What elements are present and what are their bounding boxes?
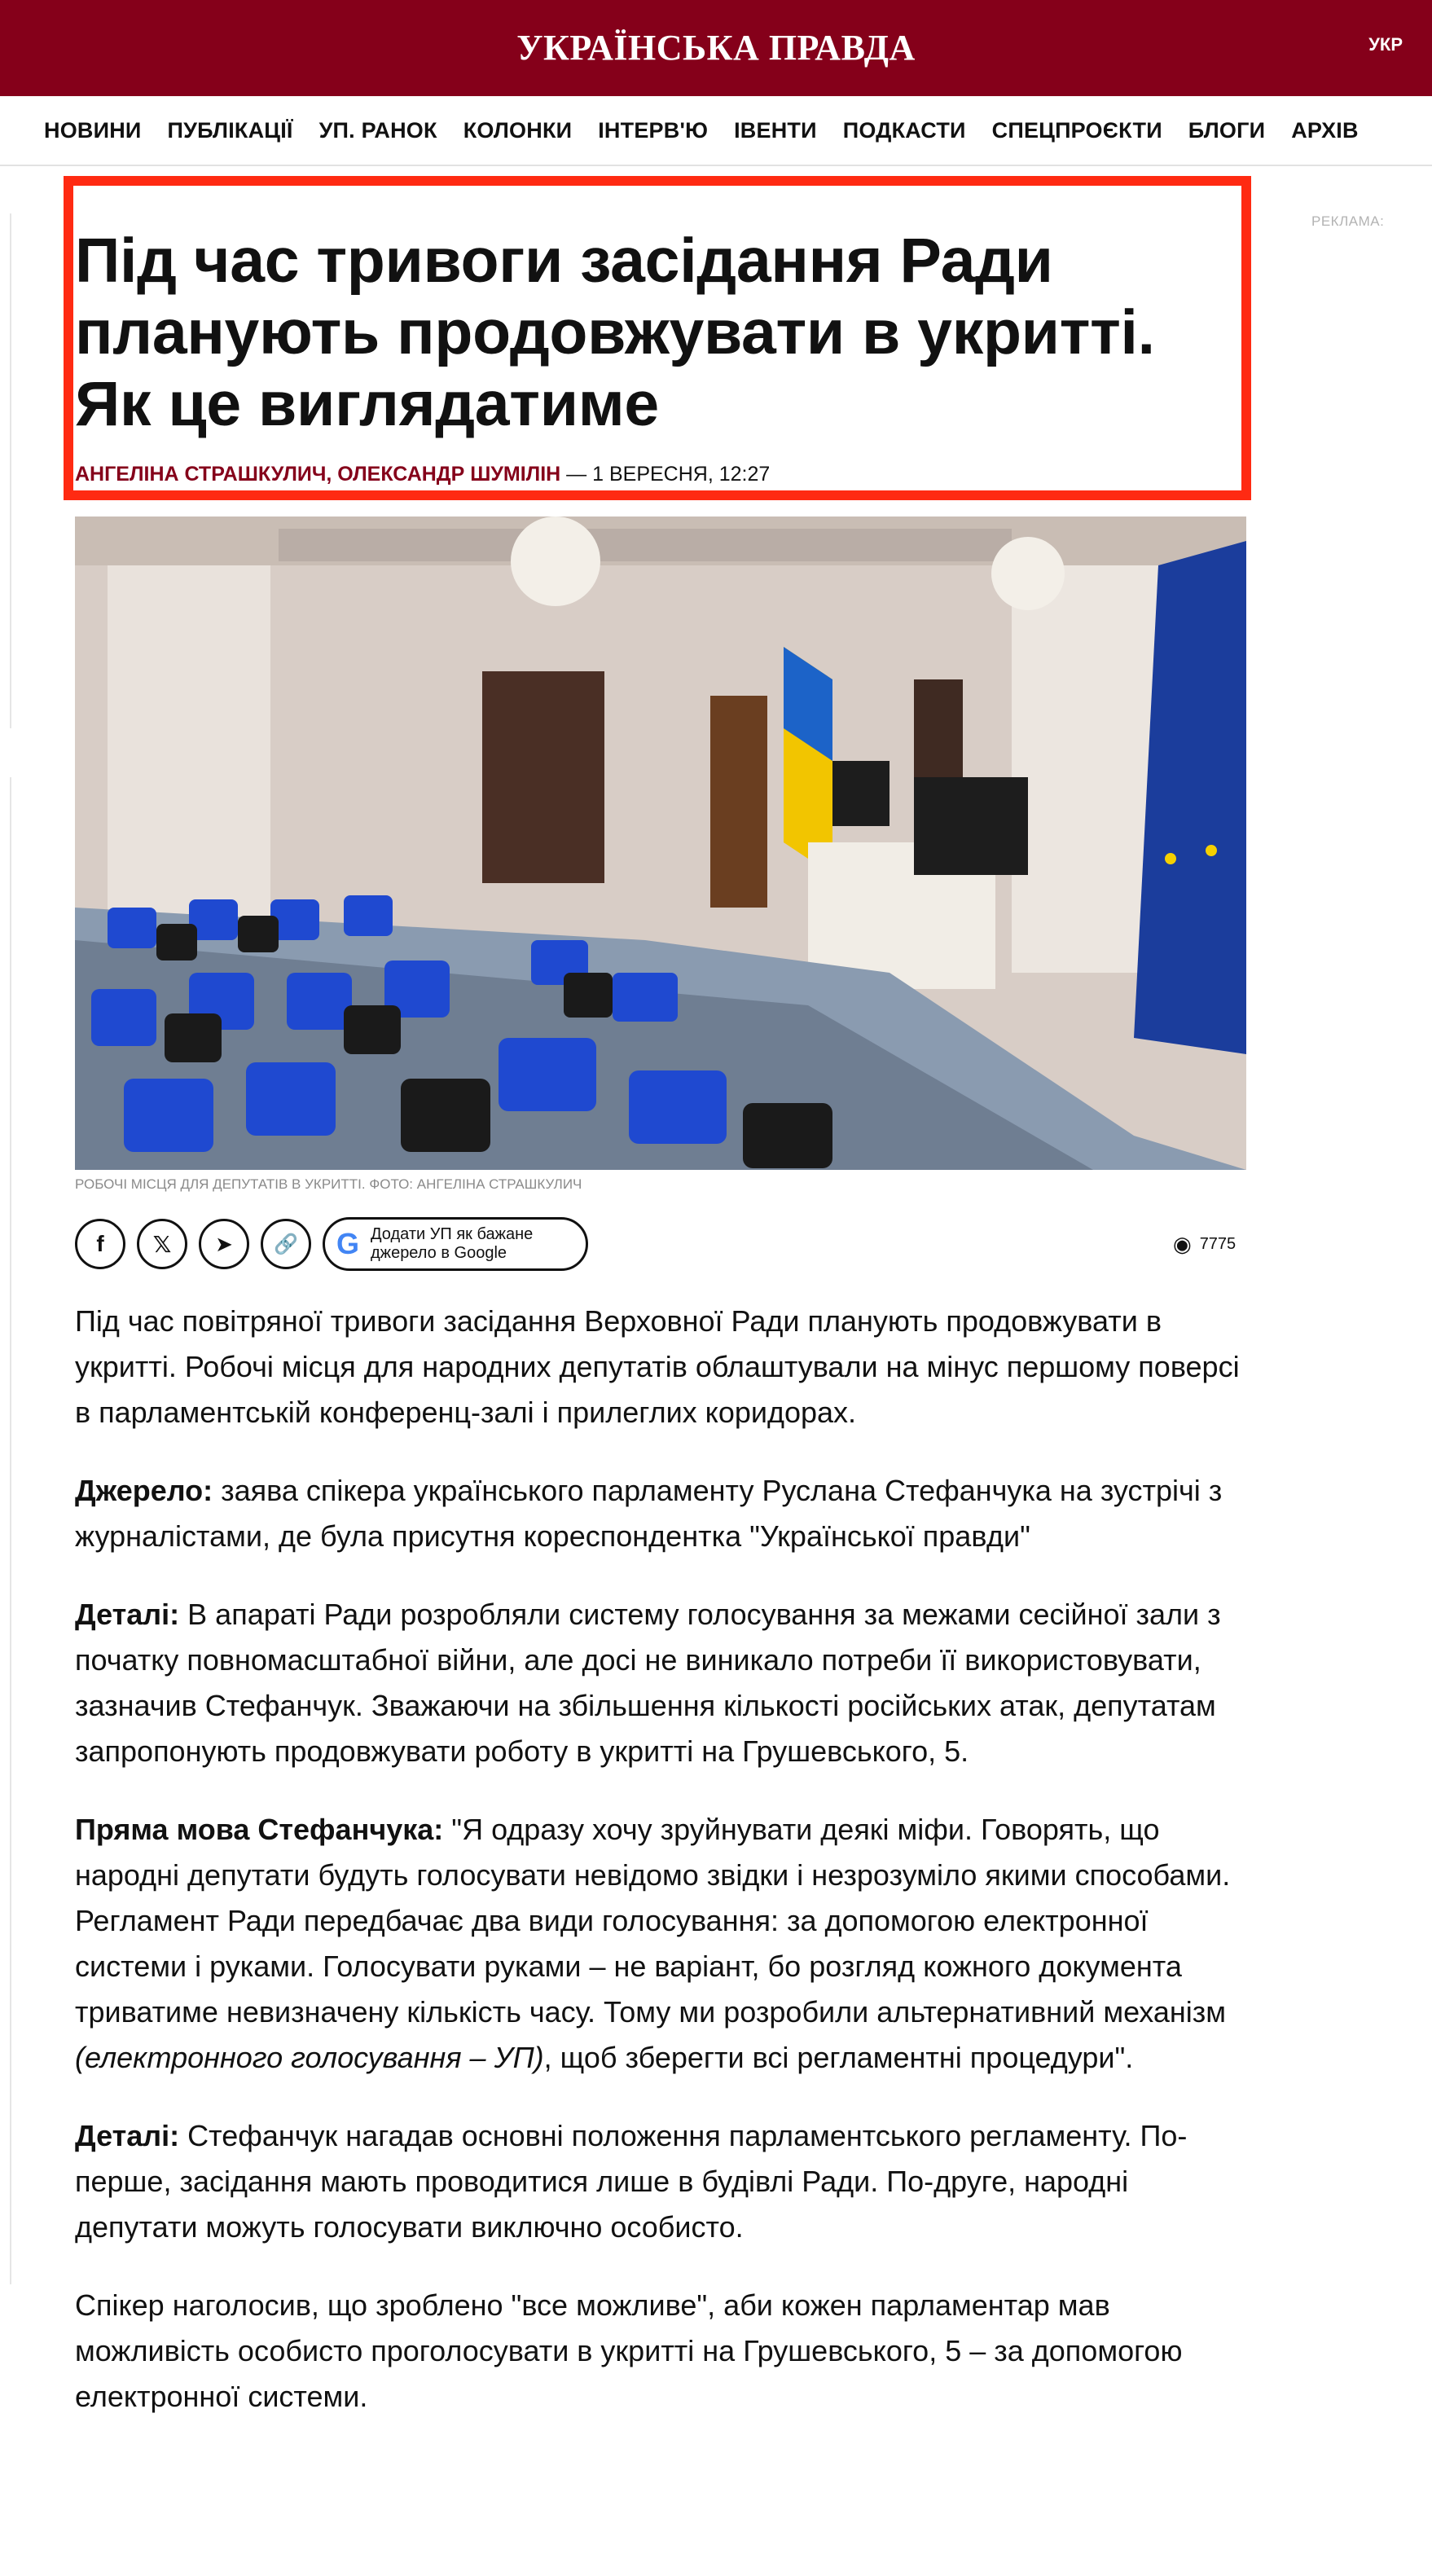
- nav-item-events[interactable]: ІВЕНТИ: [734, 117, 817, 143]
- nav-item-columns[interactable]: КОЛОНКИ: [463, 117, 573, 143]
- photo-illustration: [75, 517, 1246, 1170]
- article-paragraph: Деталі: Стефанчук нагадав основні положення парламентського регламенту. По-перше, засідання мають проводитися лише в будівлі Ради. По-друге, народні депутати можуть голосувати виключно особисто.: [75, 2119, 1188, 2244]
- site-header: [0, 0, 1432, 96]
- nav-item-interview[interactable]: ІНТЕРВ'Ю: [598, 117, 709, 143]
- nav-item-specprojects[interactable]: СПЕЦПРОЄКТИ: [991, 117, 1162, 143]
- left-sidebar-edge-lower: [0, 777, 11, 2284]
- nav-item-blogs[interactable]: БЛОГИ: [1188, 117, 1266, 143]
- telegram-icon: ➤: [215, 1231, 233, 1256]
- google-icon: G: [336, 1227, 360, 1260]
- nav-item-podcasts[interactable]: ПОДКАСТИ: [842, 117, 966, 143]
- paragraph-italic: (електронного голосування – УП): [75, 2041, 544, 2074]
- views-counter: [1173, 1232, 1236, 1257]
- ad-label: РЕКЛАМА:: [1311, 213, 1385, 229]
- share-x-button[interactable]: [137, 1219, 187, 1269]
- article-byline: [75, 463, 770, 486]
- article-paragraph: Під час повітряної тривоги засідання Верховної Ради планують продовжувати в укритті. Робочі місця для народних депутатів облаштували на мінус першому поверсі в парламентській конференц-залі і прилеглих коридорах.: [75, 1304, 1240, 1429]
- nav-item-morning[interactable]: УП. РАНОК: [318, 117, 437, 143]
- paragraph-label: Джерело:: [75, 1474, 213, 1507]
- google-button-label: Додати УП як бажане джерело в Google: [371, 1225, 534, 1262]
- share-facebook-button[interactable]: [75, 1219, 125, 1269]
- article-paragraph: Спікер наголосив, що зроблено "все можливе", аби кожен парламентар мав можливість особисто проголосувати в укритті на Грушевського, 5 – за допомогою електронної системи.: [75, 2288, 1183, 2413]
- share-bar: [75, 1217, 588, 1271]
- paragraph-label: Деталі:: [75, 1598, 180, 1631]
- link-icon: 🔗: [274, 1233, 298, 1255]
- article-paragraph: Джерело: заява спікера українського парламенту Руслана Стефанчука на зустрічі з журналістами, де була присутня кореспондентка "Української правди": [75, 1474, 1223, 1553]
- article-paragraph: Пряма мова Стефанчука: "Я одразу хочу зруйнувати деякі міфи. Говорять, що народні депутати будуть голосувати невідомо звідки і незрозуміло якими способами. Регламент Ради передбачає два види голосування: за допомогою електронної системи і руками. Голосувати руками – не варіант, бо розгляд кожного документа триватиме невизначену кількість часу. Тому ми розробили альтернативний механізм (електронного голосування – УП), щоб зберегти всі регламентні процедури".: [75, 1813, 1231, 2074]
- nav-item-archive[interactable]: АРХІВ: [1291, 117, 1359, 143]
- left-sidebar-edge: [0, 213, 11, 728]
- article-paragraph: Деталі: В апараті Ради розробляли систему голосування за межами сесійної зали з початку повномасштабної війни, але досі не виникало потреби її використовувати, зазначив Стефанчук. Зважаючи на збільшення кількості російських атак, депутатам запропонують продовжувати роботу в укритті на Грушевського, 5.: [75, 1598, 1221, 1768]
- paragraph-label: Деталі:: [75, 2119, 180, 2152]
- main-nav: [0, 96, 1432, 166]
- paragraph-label: Пряма мова Стефанчука:: [75, 1813, 444, 1846]
- nav-item-publications[interactable]: ПУБЛІКАЦІЇ: [167, 117, 293, 143]
- article-title: Під час тривоги засідання Ради планують продовжувати в укритті. Як це виглядатиме: [75, 226, 1155, 439]
- photo-caption: РОБОЧІ МІСЦЯ ДЛЯ ДЕПУТАТІВ В УКРИТТІ. ФОТО: АНГЕЛІНА СТРАШКУЛИЧ: [75, 1176, 582, 1192]
- x-icon: 𝕏: [152, 1231, 172, 1257]
- google-preferred-source-button[interactable]: [323, 1217, 588, 1271]
- article-authors[interactable]: АНГЕЛІНА СТРАШКУЛИЧ, ОЛЕКСАНДР ШУМІЛІН: [75, 463, 561, 486]
- copy-link-button[interactable]: [261, 1219, 311, 1269]
- article-date: — 1 ВЕРЕСНЯ, 12:27: [560, 463, 771, 486]
- views-count: 7775: [1199, 1235, 1237, 1253]
- share-telegram-button[interactable]: [199, 1219, 249, 1269]
- article-body: [75, 1299, 1256, 2452]
- eye-icon: ◉: [1173, 1232, 1192, 1256]
- nav-item-news[interactable]: НОВИНИ: [44, 117, 142, 143]
- article-photo: [75, 517, 1246, 1170]
- facebook-icon: f: [96, 1231, 104, 1256]
- site-logo[interactable]: УКРАЇНСЬКА ПРАВДА: [516, 28, 916, 68]
- language-switch[interactable]: УКР: [1368, 34, 1403, 55]
